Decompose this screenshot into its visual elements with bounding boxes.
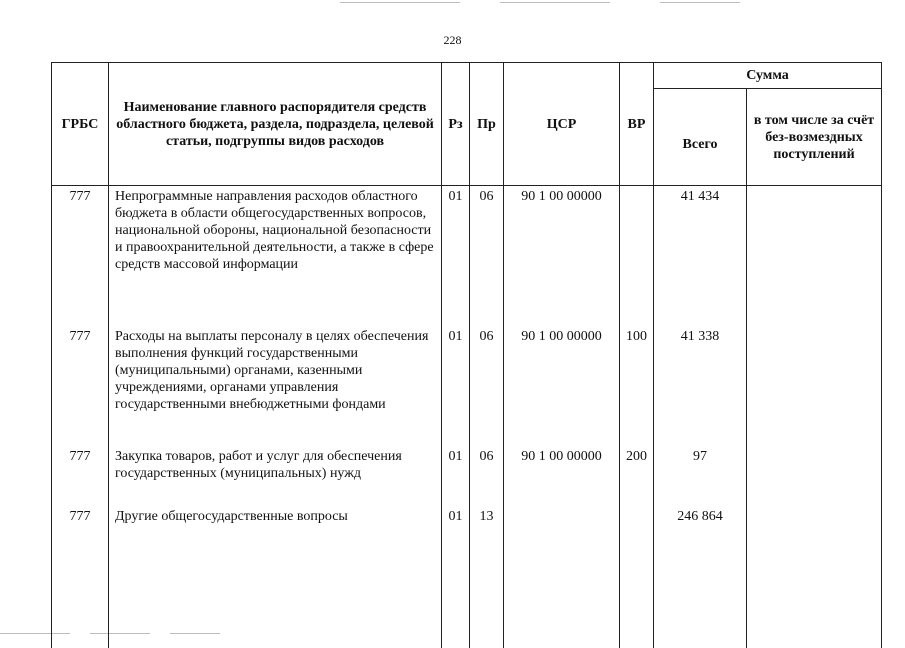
cell-total: 246 864 <box>654 508 747 648</box>
cell-name: Закупка товаров, работ и услуг для обеспечения государственных (муниципальных) нужд <box>109 448 442 508</box>
table-row <box>52 508 882 648</box>
cell-vr: 100 <box>620 328 654 448</box>
header-csr: ЦСР <box>504 63 620 186</box>
cell-csr: 90 1 00 00000 <box>504 186 620 329</box>
cell-total: 41 434 <box>654 186 747 329</box>
cell-pr: 06 <box>470 186 504 329</box>
table-header <box>52 63 882 186</box>
table-row <box>52 186 882 329</box>
cell-rz: 01 <box>442 448 470 508</box>
header-rz: Рз <box>442 63 470 186</box>
header-name: Наименование главного распорядителя средств областного бюджета, раздела, подраздела, целевой статьи, подгруппы видов расходов <box>109 63 442 186</box>
cell-vr: 200 <box>620 448 654 508</box>
page-number: 228 <box>0 33 905 48</box>
header-vr: ВР <box>620 63 654 186</box>
cell-free <box>747 328 882 448</box>
header-pr: Пр <box>470 63 504 186</box>
cell-grbs: 777 <box>52 508 109 648</box>
cell-grbs: 777 <box>52 448 109 508</box>
cell-grbs: 777 <box>52 328 109 448</box>
table-body <box>52 186 882 648</box>
scan-edge-top <box>500 2 610 3</box>
budget-table <box>51 62 882 648</box>
cell-free <box>747 186 882 329</box>
cell-name: Другие общегосударственные вопросы <box>109 508 442 648</box>
scan-edge-top <box>660 2 740 3</box>
header-sum-free: в том числе за счёт без-возмездных поступлений <box>747 89 882 186</box>
header-sum-total: Всего <box>654 89 747 186</box>
cell-name: Непрограммные направления расходов областного бюджета в области общегосударственных вопросов, национальной обороны, национальной безопасности и правоохранительной деятельности, а также в сфере средств массовой информации <box>109 186 442 329</box>
cell-total: 97 <box>654 448 747 508</box>
cell-vr <box>620 508 654 648</box>
cell-name: Расходы на выплаты персоналу в целях обеспечения выполнения функций государственными (муниципальными) органами, казенными учреждениями, органами управления государственными внебюджетными фондами <box>109 328 442 448</box>
cell-rz: 01 <box>442 328 470 448</box>
cell-rz: 01 <box>442 186 470 329</box>
cell-csr: 90 1 00 00000 <box>504 328 620 448</box>
cell-csr: 90 1 00 00000 <box>504 448 620 508</box>
scan-edge-top <box>340 2 460 3</box>
header-grbs: ГРБС <box>52 63 109 186</box>
cell-rz: 01 <box>442 508 470 648</box>
cell-pr: 06 <box>470 328 504 448</box>
cell-free <box>747 448 882 508</box>
cell-grbs: 777 <box>52 186 109 329</box>
header-sum: Сумма <box>654 63 882 89</box>
table-row <box>52 328 882 448</box>
cell-total: 41 338 <box>654 328 747 448</box>
cell-vr <box>620 186 654 329</box>
cell-pr: 06 <box>470 448 504 508</box>
cell-pr: 13 <box>470 508 504 648</box>
cell-csr <box>504 508 620 648</box>
table-row <box>52 448 882 508</box>
cell-free <box>747 508 882 648</box>
